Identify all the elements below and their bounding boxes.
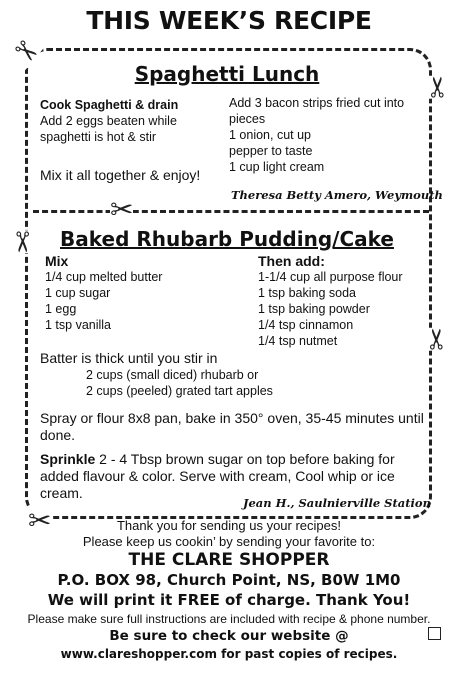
website-check-line: Be sure to check our website @ [109,628,349,644]
batter-option: 2 cups (peeled) grated tart apples [86,384,273,398]
shopper-name: THE CLARE SHOPPER [128,550,330,570]
ingredient-list [229,95,429,175]
keep-line: Please keep us cookin’ by sending your favorite to: [82,534,376,549]
batter-options [86,367,326,399]
batter-line: Batter is thick until you stir in [40,350,218,366]
thanks-line: Thank you for sending us your recipes! [116,518,341,533]
ingredient: 1 cup light cream [229,160,325,174]
scissors-icon: ✂ [421,327,453,351]
recipe-instructions [40,97,225,145]
ingredient: 1/4 tsp cinnamon [258,318,354,332]
instructions-line: Please make sure full instructions are included with recipe & phone number. [27,612,431,626]
recipe-credit: Jean H., Saulnierville Station [243,496,431,510]
checkbox-icon [428,627,441,640]
then-add-heading: Then add: [258,253,325,269]
recipe-title: Baked Rhubarb Pudding/Cake [60,227,394,251]
free-line: We will print it FREE of charge. Thank You! [47,591,411,609]
sprinkle-instruction [40,451,425,502]
ingredient: 1 tsp vanilla [45,318,112,332]
ingredient: 1-1/4 cup all purpose flour [258,270,403,284]
instruction-line: spaghetti is hot & stir [40,130,157,144]
instruction-line: Cook Spaghetti & drain [40,98,179,112]
ingredient: pepper to taste [229,144,313,158]
ingredient: 1 egg [45,302,77,316]
instruction-line: Add 2 eggs beaten while [40,114,177,128]
mailing-address: P.O. BOX 98, Church Point, NS, B0W 1M0 [57,571,401,589]
sprinkle-text: 2 - 4 Tbsp brown sugar on top before baking for added flavour & color. Serve with cream, Cool whip or ice cream. [40,451,395,501]
recipe-title: Spaghetti Lunch [134,62,320,86]
recipe-divider [33,210,429,213]
website-link[interactable]: www.clareshopper.com for past copies of recipes. [60,647,398,661]
spray-instruction: Spray or flour 8x8 pan, bake in 350° oven, 35-45 minutes until done. [40,410,424,443]
recipe-credit: Theresa Betty Amero, Weymouth [231,188,443,202]
page-title: THIS WEEK’S RECIPE [86,6,372,35]
scissors-icon: ✂ [28,505,52,536]
ingredient: 1/4 tsp nutmet [258,334,338,348]
closing-line: Mix it all together & enjoy! [40,167,201,183]
ingredient: 1 tsp baking soda [258,286,356,300]
scissors-icon: ✂ [110,194,134,225]
scissors-icon: ✂ [6,230,38,254]
mix-list [45,253,245,333]
ingredient: 1 tsp baking powder [258,302,370,316]
mix-heading: Mix [45,253,69,269]
then-add-list [258,253,423,349]
scissors-icon: ✂ [422,75,454,99]
ingredient: 1 cup sugar [45,286,111,300]
ingredient: 1 onion, cut up [229,128,312,142]
ingredient: Add 3 bacon strips fried cut into pieces [229,96,405,126]
sprinkle-word: Sprinkle [40,451,96,467]
ingredient: 1/4 cup melted butter [45,270,163,284]
scissors-icon: ✂ [7,32,46,72]
batter-option: 2 cups (small diced) rhubarb or [86,368,259,382]
